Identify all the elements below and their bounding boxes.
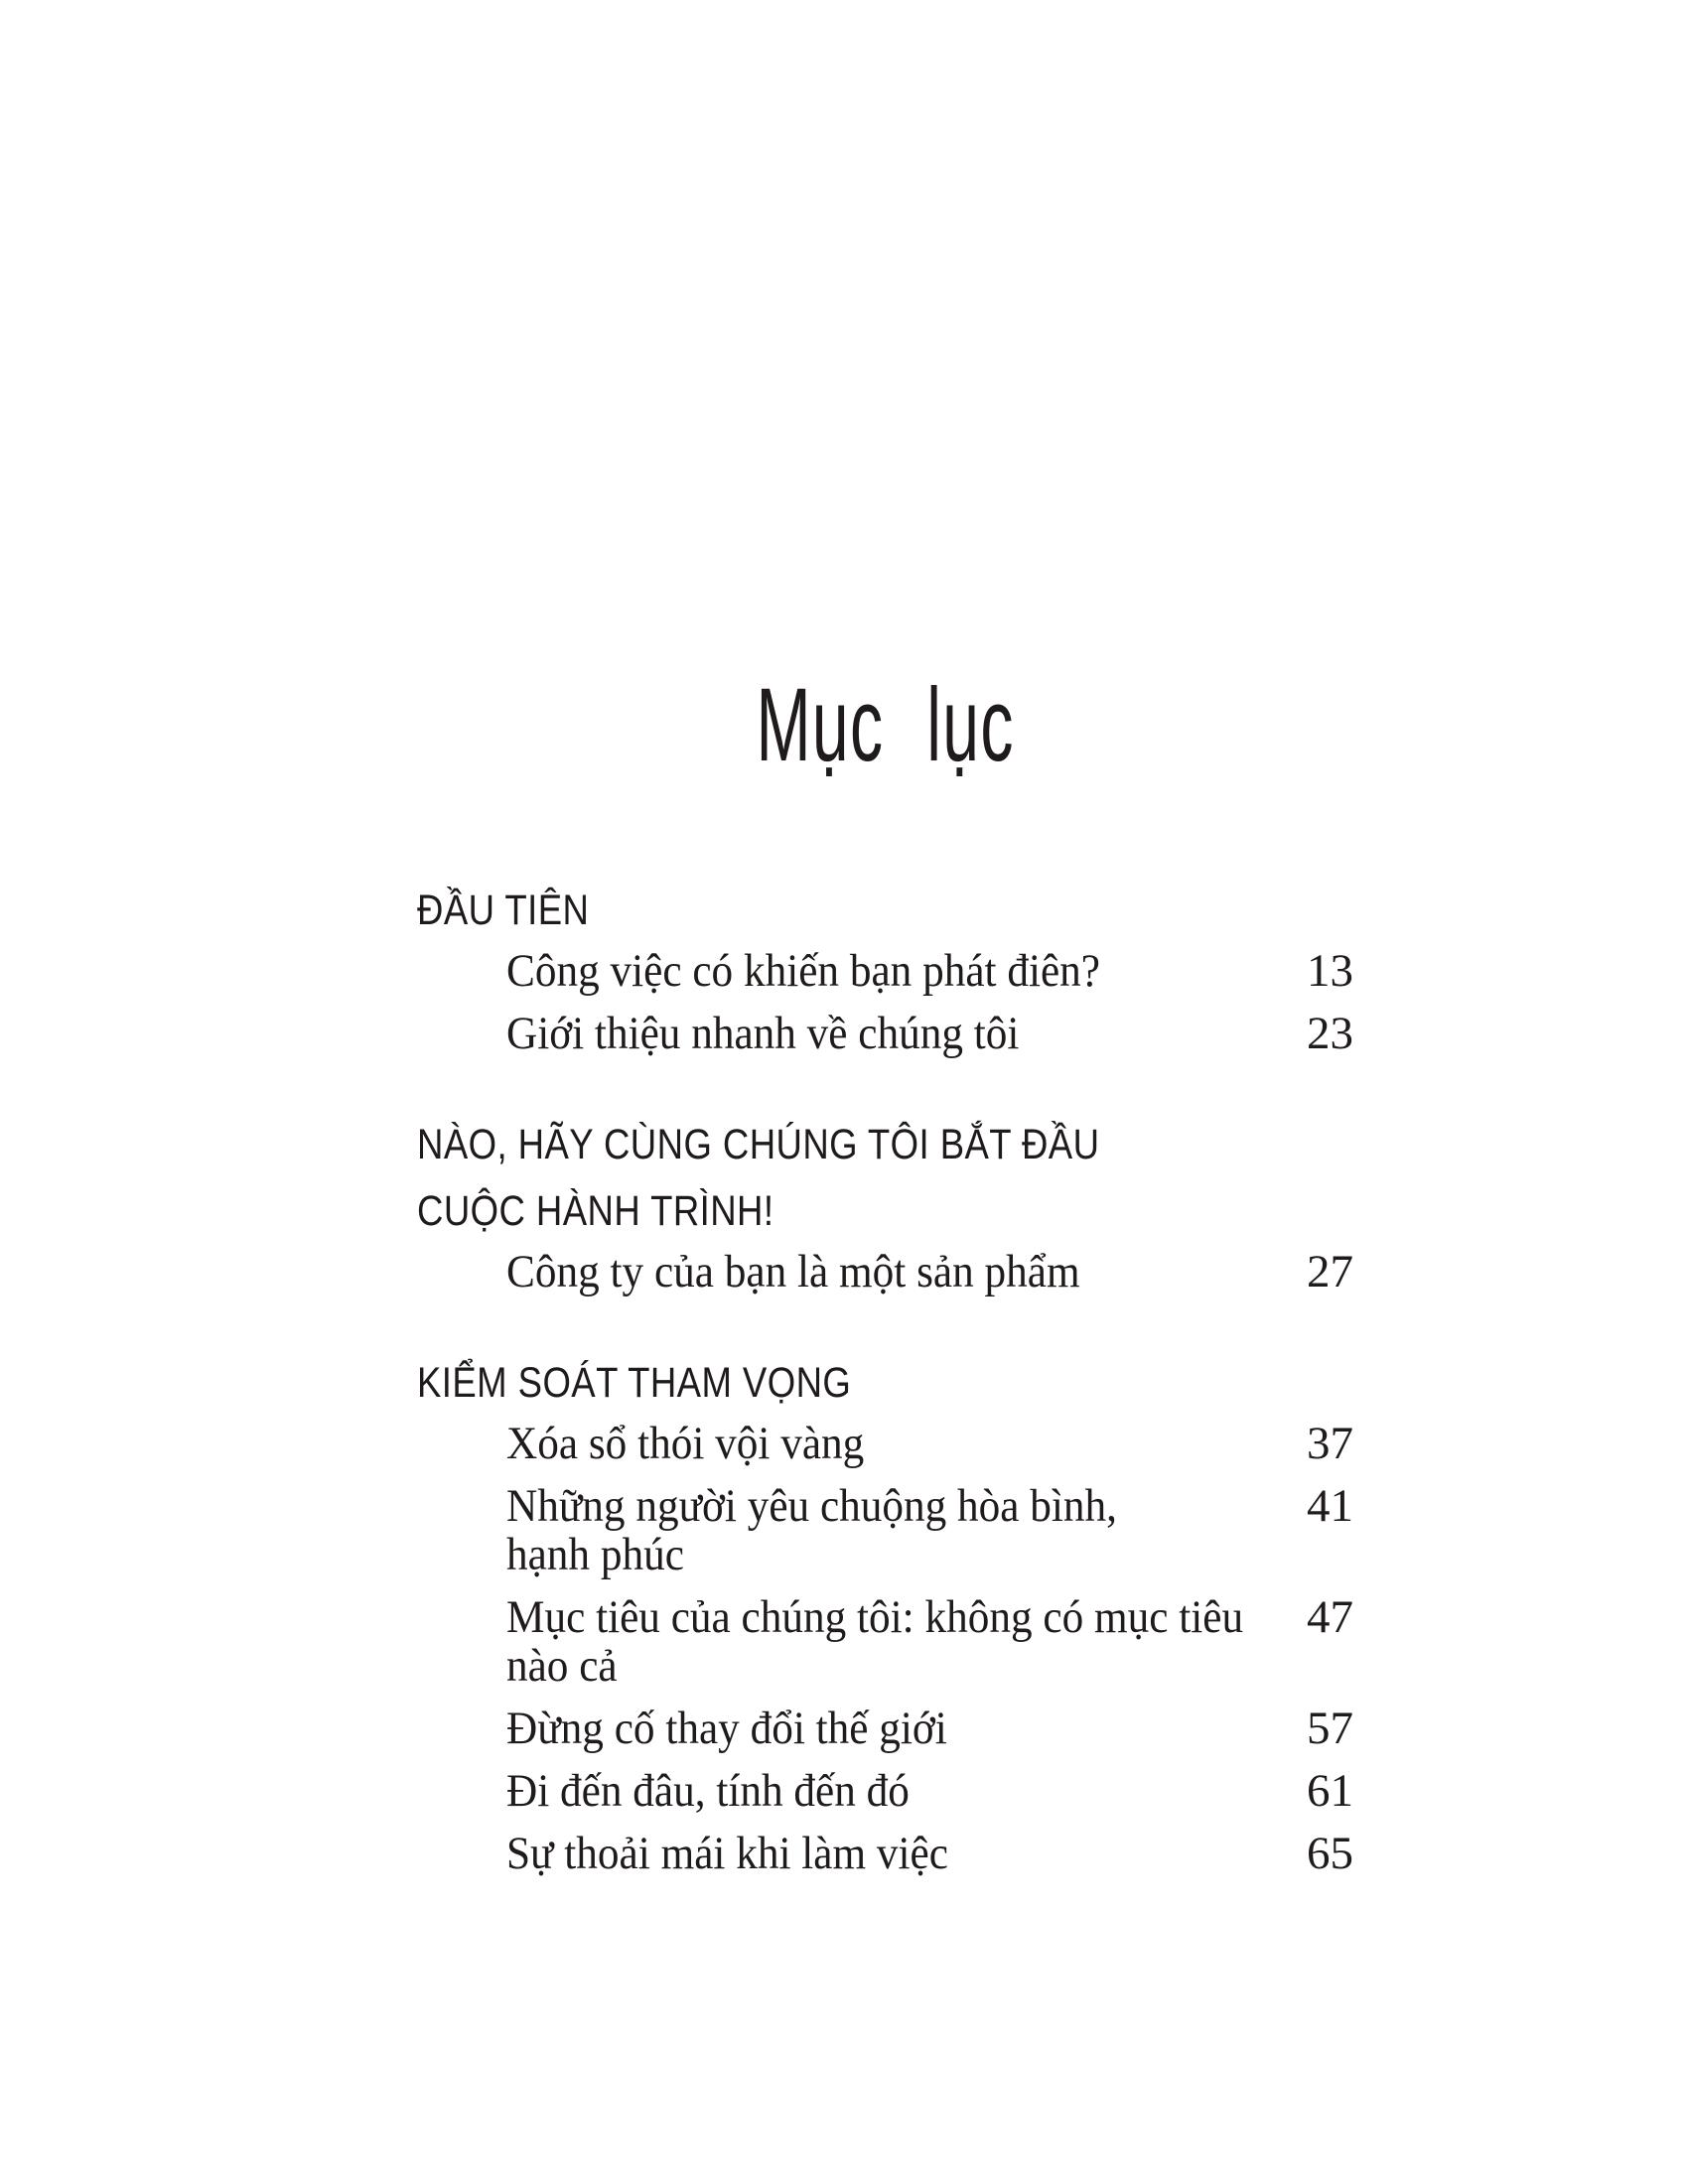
- entry-title-line: Công việc có khiến bạn phát điên?: [506, 945, 1100, 997]
- entry-page-number: 13: [1307, 945, 1353, 997]
- toc-entry: [417, 1010, 1353, 1058]
- section-heading: [417, 878, 1353, 944]
- section-heading-line: [417, 1112, 1353, 1178]
- entry-title-line: nào cả: [506, 1640, 618, 1692]
- section-heading: [417, 1112, 1353, 1245]
- entry-page-number: 61: [1307, 1765, 1353, 1817]
- entry-title: [506, 1830, 1294, 1878]
- page-title: [417, 667, 1353, 783]
- entry-page-number: 23: [1307, 1008, 1353, 1059]
- entry-title-line: Xóa sổ thói vội vàng: [506, 1418, 865, 1469]
- entry-title: [506, 1593, 1294, 1691]
- entry-title-line: Sự thoải mái khi làm việc: [506, 1828, 948, 1879]
- section-heading-text: CUỘC HÀNH TRÌNH!: [417, 1187, 774, 1235]
- entry-title-line: Những người yêu chuộng hòa bình,: [506, 1480, 1117, 1532]
- entry-title: [506, 1705, 1294, 1753]
- page-title-text: Mục lục: [756, 667, 1015, 783]
- entry-title: [506, 1248, 1294, 1297]
- section-heading-line: [417, 1350, 1353, 1417]
- toc-entry: [417, 1482, 1353, 1579]
- entry-title-line: Đừng cố thay đổi thế giới: [506, 1703, 947, 1754]
- section-heading-line: [417, 878, 1353, 944]
- entry-title-line: Mục tiêu của chúng tôi: không có mục tiêu: [506, 1591, 1244, 1643]
- entry-title-line: hạnh phúc: [506, 1529, 684, 1580]
- entry-title-line: Công ty của bạn là một sản phẩm: [506, 1246, 1080, 1297]
- entry-title: [506, 1420, 1294, 1468]
- section-heading-line: [417, 1178, 1353, 1245]
- entry-page-number: 57: [1307, 1703, 1353, 1754]
- entry-page-number: 47: [1307, 1591, 1353, 1643]
- section-heading-text: ĐẦU TIÊN: [417, 887, 590, 934]
- entry-title: [506, 1767, 1294, 1816]
- toc-entry: [417, 1767, 1353, 1816]
- entry-title: [506, 1482, 1294, 1579]
- entry-page-number: 41: [1307, 1480, 1353, 1532]
- toc-entry: [417, 1593, 1353, 1691]
- toc-entry: [417, 1420, 1353, 1468]
- entry-page-number: 37: [1307, 1418, 1353, 1469]
- toc-section: [417, 1350, 1353, 1878]
- toc-entry: [417, 1705, 1353, 1753]
- toc-entry: [417, 1830, 1353, 1878]
- entry-title-line: Đi đến đâu, tính đến đó: [506, 1765, 910, 1817]
- entry-page-number: 65: [1307, 1828, 1353, 1879]
- toc-list: [417, 878, 1353, 1892]
- entry-title-line: Giới thiệu nhanh về chúng tôi: [506, 1008, 1020, 1059]
- toc-entry: [417, 1248, 1353, 1297]
- entry-title: [506, 1010, 1294, 1058]
- section-heading-text: NÀO, HÃY CÙNG CHÚNG TÔI BẮT ĐẦU: [417, 1121, 1100, 1168]
- section-heading: [417, 1350, 1353, 1417]
- entry-title: [506, 947, 1294, 996]
- toc-section: [417, 878, 1353, 1058]
- toc-section: [417, 1112, 1353, 1297]
- entry-page-number: 27: [1307, 1246, 1353, 1297]
- toc-entry: [417, 947, 1353, 996]
- section-heading-text: KIỂM SOÁT THAM VỌNG: [417, 1359, 852, 1407]
